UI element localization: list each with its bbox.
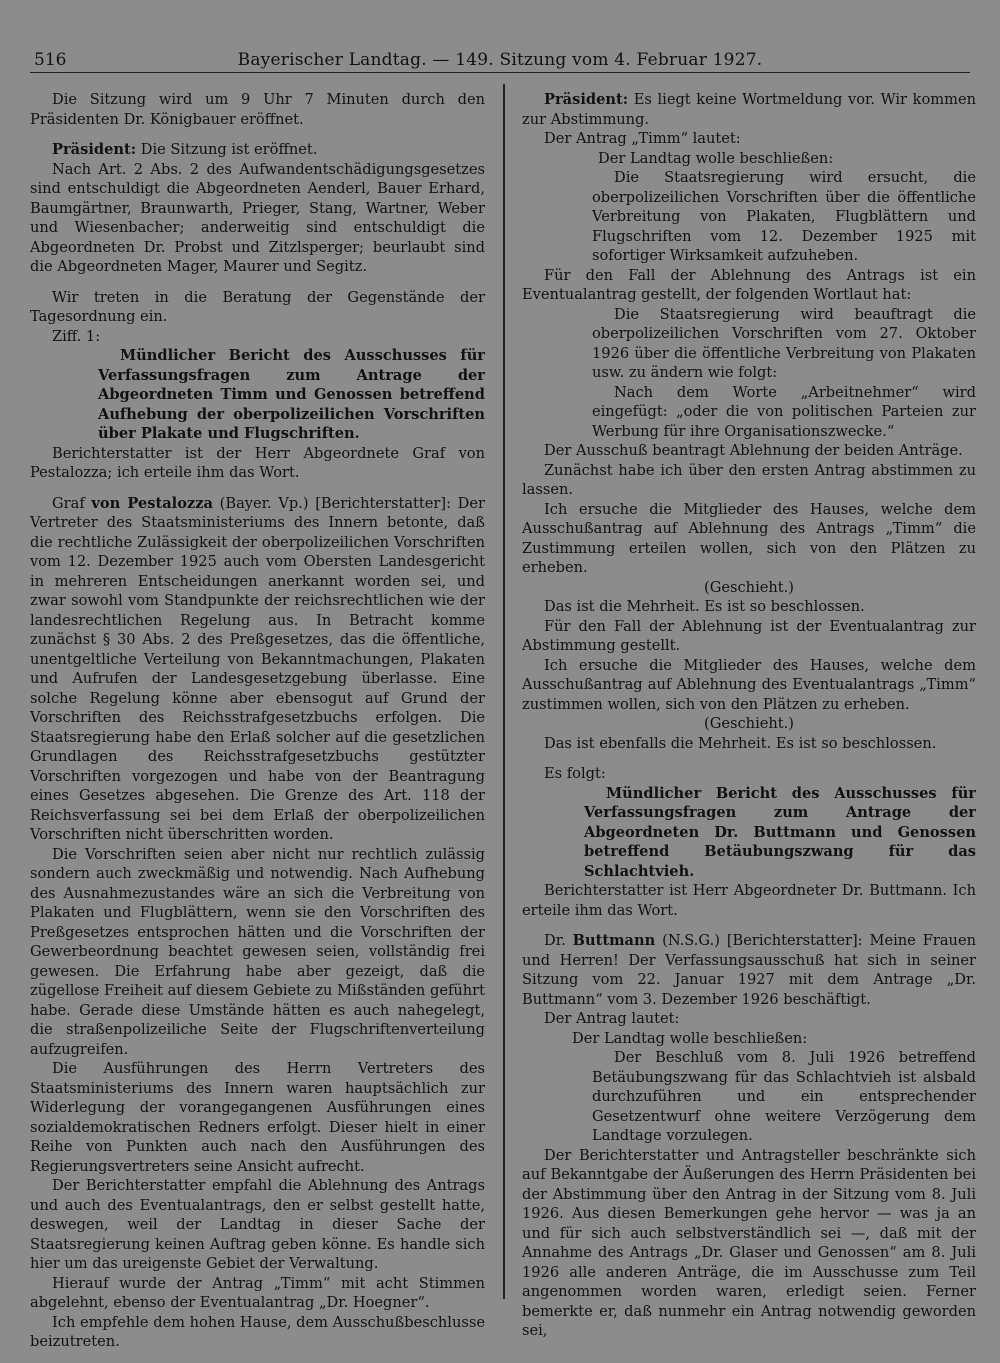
column-divider xyxy=(503,84,505,1299)
report-paragraph: Die Vorschriften seien aber nicht nur rechtlich zulässig sondern auch zweckmäßig und notwendig. Nach Aufhebung des Ausnahmezustandes wäre an sich die Verbreitung von Plakaten und Flugblättern, wenn sie den Vorschriften des Preßgesetzes entsprochen hätten und die Vorschriften der Gewerbeordnung beachtet gewesen seien, vollständig frei gewesen. Die Erfahrung habe aber gezeigt, daß die zügellose Freiheit auf diesem Gebiete zu Mißständen geführt habe. Gerade diese Umstände hätten es auch nahegelegt, die straßenpolizeiliche Seite der Flugschriftenverteilung aufzugreifen. xyxy=(30,845,485,1058)
vote-paragraph: Ich ersuche die Mitglieder des Hauses, welche dem Ausschußantrag auf Ablehnung des Eventualantrags „Timm“ zustimmen wollen, sich von den Plätzen zu erheben. xyxy=(522,656,976,713)
pestalozza-report xyxy=(30,494,485,845)
report-conclusion: Ich empfehle dem hohen Hause, dem Ausschußbeschlusse beizutreten. xyxy=(30,1313,485,1350)
agenda-item-heading: Mündlicher Bericht des Ausschusses für Verfassungsfragen zum Antrage der Abgeordneten Dr. Buttmann und Genossen betreffend Betäubungszwang für das Schlachtvieh. xyxy=(584,784,976,880)
speech-text: Die Sitzung ist eröffnet. xyxy=(136,141,318,158)
speaker-name: Buttmann xyxy=(572,932,656,949)
eventual-motion-amendment: Nach dem Worte „Arbeitnehmer“ wird eingefügt: „oder die von politischen Parteien zur Werbung für ihre Organisationszwecke.“ xyxy=(592,383,976,440)
speaker-prefix: Graf xyxy=(52,494,92,512)
motion-intro: Der Antrag „Timm“ lautet: xyxy=(544,130,741,147)
president-opening xyxy=(30,140,485,160)
vote-paragraph: Für den Fall der Ablehnung ist der Eventualantrag zur Abstimmung gestellt. xyxy=(522,617,976,654)
report-paragraph: Der Berichterstatter und Antragsteller beschränkte sich auf Bekanntgabe der Äußerungen des Herrn Präsidenten bei der Abstimmung über den Antrag in der Sitzung vom 8. Juli 1926. Aus diesen Bemerkungen gehe hervor — was ja an und für sich auch selbstverständlich sei —, daß mit der Annahme des Antrags „Dr. Glaser und Genossen“ am 8. Juli 1926 alle anderen Anträge, die im Ausschusse zum Teil angenommen worden waren, erledigt seien. Ferner bemerkte er, daß nunmehr ein Antrag notwendig geworden sei, xyxy=(522,1146,976,1339)
left-column xyxy=(30,90,485,1352)
report-paragraph: Der Berichterstatter empfahl die Ablehnung des Antrags und auch des Eventualantrags, den er selbst gestellt hatte, deswegen, weil der Landtag in dieser Sache der Staatsregierung keinen Auftrag geben könne. Es handle sich hier um das ureigenste Gebiet der Verwaltung. xyxy=(30,1177,485,1272)
running-title: Bayerischer Landtag. — 149. Sitzung vom 4. Februar 1927. xyxy=(237,50,763,70)
agenda-item-heading: Mündlicher Bericht des Ausschusses für Verfassungsfragen zum Antrage der Abgeordneten Timm und Genossen betreffend Aufhebung der oberpolizeilichen Vorschriften über Plakate und Flugschriften. xyxy=(98,347,485,442)
report-paragraph: Hierauf wurde der Antrag „Timm“ mit acht Stimmen abgelehnt, ebenso der Eventualantrag „Dr. Hoegner“. xyxy=(30,1274,485,1311)
motion-text: Die Staatsregierung wird ersucht, die oberpolizeilichen Vorschriften über die öffentliche Verbreitung von Plakaten, Flugblättern und Flugschriften vom 12. Dezember 1925 mit sofortiger Wirksamkeit aufzuheben. xyxy=(592,169,976,264)
eventual-motion-text: Die Staatsregierung wird beauftragt die oberpolizeilichen Vorschriften vom 27. Oktober 1926 über die öffentliche Verbreitung von Plakaten usw. zu ändern wie folgt: xyxy=(592,305,976,381)
committee-recommendation: Der Ausschuß beantragt Ablehnung der beiden Anträge. xyxy=(544,442,963,459)
page-header xyxy=(30,48,970,73)
report-text: (Bayer. Vp.) [Berichterstatter]: Der Vertreter des Staatsministeriums des Innern betonte, daß die rechtliche Zulässigkeit der oberpolizeilichen Vorschriften vom 12. Dezember 1925 auch vom Obersten Landesgericht in mehreren Entscheidungen anerkannt worden sei, und zwar sowohl vom Standpunkte der reichsrechtlichen wie der landesrechtlichen Regelung aus. In Betracht komme zunächst § 30 Abs. 2 des Preßgesetzes, das die öffentliche, unentgeltliche Verteilung von Bekanntmachungen, Plakaten und Aufrufen der Landesgesetzgebung überlasse. Eine solche Regelung könne aber ebensogut auf Grund der Vorschriften des Reichsstrafgesetzbuchs erfolgen. Die Staatsregierung habe den Erlaß solcher auf die gesetzlichen Grundlagen des Reichsstrafgesetzbuchs gestützter Vorschriften vorgezogen und habe von der Beantragung eines Gesetzes abgesehen. Die Grenze des Art. 118 der Reichsverfassung sei bei dem Erlaß der oberpolizeilichen Vorschriften nicht überschritten worden. xyxy=(30,494,485,843)
motion-text: Der Beschluß vom 8. Juli 1926 betreffend Betäubungszwang für das Schlachtvieh ist alsbald durchzuführen und ein entsprechender Gesetzentwurf ohne weitere Verzögerung dem Landtage vorzulegen. xyxy=(592,1049,976,1144)
buttmann-report xyxy=(522,931,976,1009)
motion-intro: Der Antrag lautet: xyxy=(544,1010,680,1027)
report-paragraph: Die Ausführungen des Herrn Vertreters des Staatsministeriums des Innern waren hauptsächlich zur Widerlegung der vorangegangenen Ausführungen eines sozialdemokratischen Redners erfolgt. Dieser hielt in einer Reihe von Punkten auch nach den Ausführungen des Regierungsvertreters seine Ansicht aufrecht. xyxy=(30,1060,485,1175)
president-vote-intro xyxy=(522,90,976,129)
speech-text: Es liegt keine Wortmeldung vor. Wir kommen zur Abstimmung. xyxy=(522,91,976,128)
rapporteur-announcement: Berichterstatter ist Herr Abgeordneter Dr. Buttmann. Ich erteile ihm das Wort. xyxy=(522,882,976,919)
right-column xyxy=(522,90,976,1341)
item-number: Ziff. 1: xyxy=(52,327,101,345)
vote-result: Das ist die Mehrheit. Es ist so beschlossen. xyxy=(544,598,865,615)
excused-members-paragraph: Nach Art. 2 Abs. 2 des Aufwandentschädigungsgesetzes sind entschuldigt die Abgeordneten Aenderl, Bauer Erhard, Baumgärtner, Braunwarth, Prieger, Stang, Wartner, Weber und Wiesenbacher; anderweitig sind entschuldigt die Abgeordneten Dr. Probst und Zitzlsperger; beurlaubt sind die Abgeordneten Mager, Maurer und Segitz. xyxy=(30,160,485,275)
vote-result: Das ist ebenfalls die Mehrheit. Es ist so beschlossen. xyxy=(544,734,937,752)
page-number: 516 xyxy=(34,50,67,70)
speaker-name: von Pestalozza xyxy=(91,494,213,512)
next-item-intro: Es folgt: xyxy=(544,765,606,782)
vote-paragraph: Zunächst habe ich über den ersten Antrag abstimmen zu lassen. xyxy=(522,461,976,498)
speaker-label: Präsident: xyxy=(544,91,629,108)
vote-paragraph: Ich ersuche die Mitglieder des Hauses, welche dem Ausschußantrag auf Ablehnung des Antrags „Timm“ die Zustimmung erteilen wollen, sich von den Plätzen zu erheben. xyxy=(522,500,976,576)
speaker-label: Präsident: xyxy=(52,141,137,158)
stage-direction: (Geschieht.) xyxy=(704,715,794,732)
motion-formula: Der Landtag wolle beschließen: xyxy=(572,1029,808,1047)
opening-paragraph: Die Sitzung wird um 9 Uhr 7 Minuten durch den Präsidenten Dr. Königbauer eröffnet. xyxy=(30,91,485,128)
agenda-paragraph: Wir treten in die Beratung der Gegenstände der Tagesordnung ein. xyxy=(30,288,485,325)
speaker-prefix: Dr. xyxy=(544,932,573,949)
rapporteur-announcement: Berichterstatter ist der Herr Abgeordnete Graf von Pestalozza; ich erteile ihm das Wort. xyxy=(30,444,485,481)
report-text: (N.S.G.) [Berichterstatter]: Meine Frauen und Herren! Der Verfassungsausschuß hat sich in seiner Sitzung vom 22. Januar 1927 mit dem Antrage „Dr. Buttmann“ vom 3. Dezember 1926 beschäftigt. xyxy=(522,932,976,1008)
motion-formula: Der Landtag wolle beschließen: xyxy=(598,149,834,167)
stage-direction: (Geschieht.) xyxy=(704,578,794,596)
eventual-motion-intro: Für den Fall der Ablehnung des Antrags ist ein Eventualantrag gestellt, der folgenden Wortlaut hat: xyxy=(522,266,976,303)
